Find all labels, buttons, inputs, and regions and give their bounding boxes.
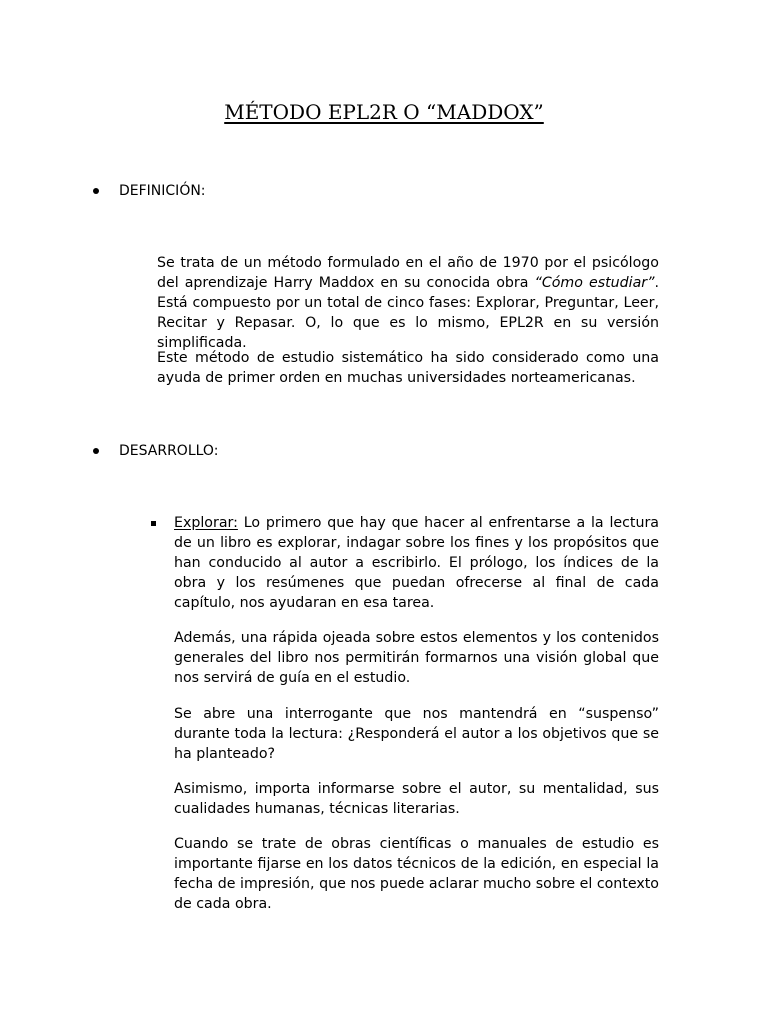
square-bullet-icon: [151, 521, 156, 526]
definicion-text-after: . Está compuesto por un total de cinco fases: Explorar, Preguntar, Leer, Recitar y Repasar. O, lo que es lo mismo, EPL2R en su versión simplificada.: [157, 275, 659, 351]
explorar-paragraph-3: Se abre una interrogante que nos mantendrá en “suspenso” durante toda la lectura: ¿Responderá el autor a los objetivos que se ha planteado?: [174, 706, 659, 762]
explorar-paragraph-1: [174, 513, 659, 613]
explorar-label: Explorar:: [174, 515, 238, 531]
document-title: MÉTODO EPL2R O “MADDOX”: [224, 100, 544, 124]
bullet-dot-icon: [93, 188, 99, 194]
definicion-paragraph-2: Este método de estudio sistemático ha sido considerado como una ayuda de primer orden en muchas universidades norteamericanas.: [157, 350, 659, 386]
explorar-paragraph-2: Además, una rápida ojeada sobre estos elementos y los contenidos generales del libro nos permitirán formarnos una visión global que nos servirá de guía en el estudio.: [174, 630, 659, 686]
section-heading-definicion: DEFINICIÓN:: [119, 183, 206, 199]
bullet-dot-icon: [93, 448, 99, 454]
definicion-paragraph-1: [157, 253, 659, 353]
section-heading-desarrollo: DESARROLLO:: [119, 443, 219, 459]
definicion-text-before: Se trata de un método formulado en el año de 1970 por el psicólogo del aprendizaje Harry Maddox en su conocida obra: [157, 255, 659, 291]
explorar-paragraph-5: Cuando se trate de obras científicas o manuales de estudio es importante fijarse en los datos técnicos de la edición, en especial la fecha de impresión, que nos puede aclarar mucho sobre el contexto de cada obra.: [174, 836, 659, 912]
explorar-text: Lo primero que hay que hacer al enfrentarse a la lectura de un libro es explorar, indagar sobre los fines y los propósitos que han conducido al autor a escribirlo. El prólogo, los índices de la obra y los resúmenes que puedan ofrecerse al final de cada capítulo, nos ayudaran en esa tarea.: [174, 515, 659, 611]
book-title-italic: “Cómo estudiar”: [534, 275, 655, 291]
explorar-paragraph-4: Asimismo, importa informarse sobre el autor, su mentalidad, sus cualidades humanas, técnicas literarias.: [174, 781, 659, 817]
